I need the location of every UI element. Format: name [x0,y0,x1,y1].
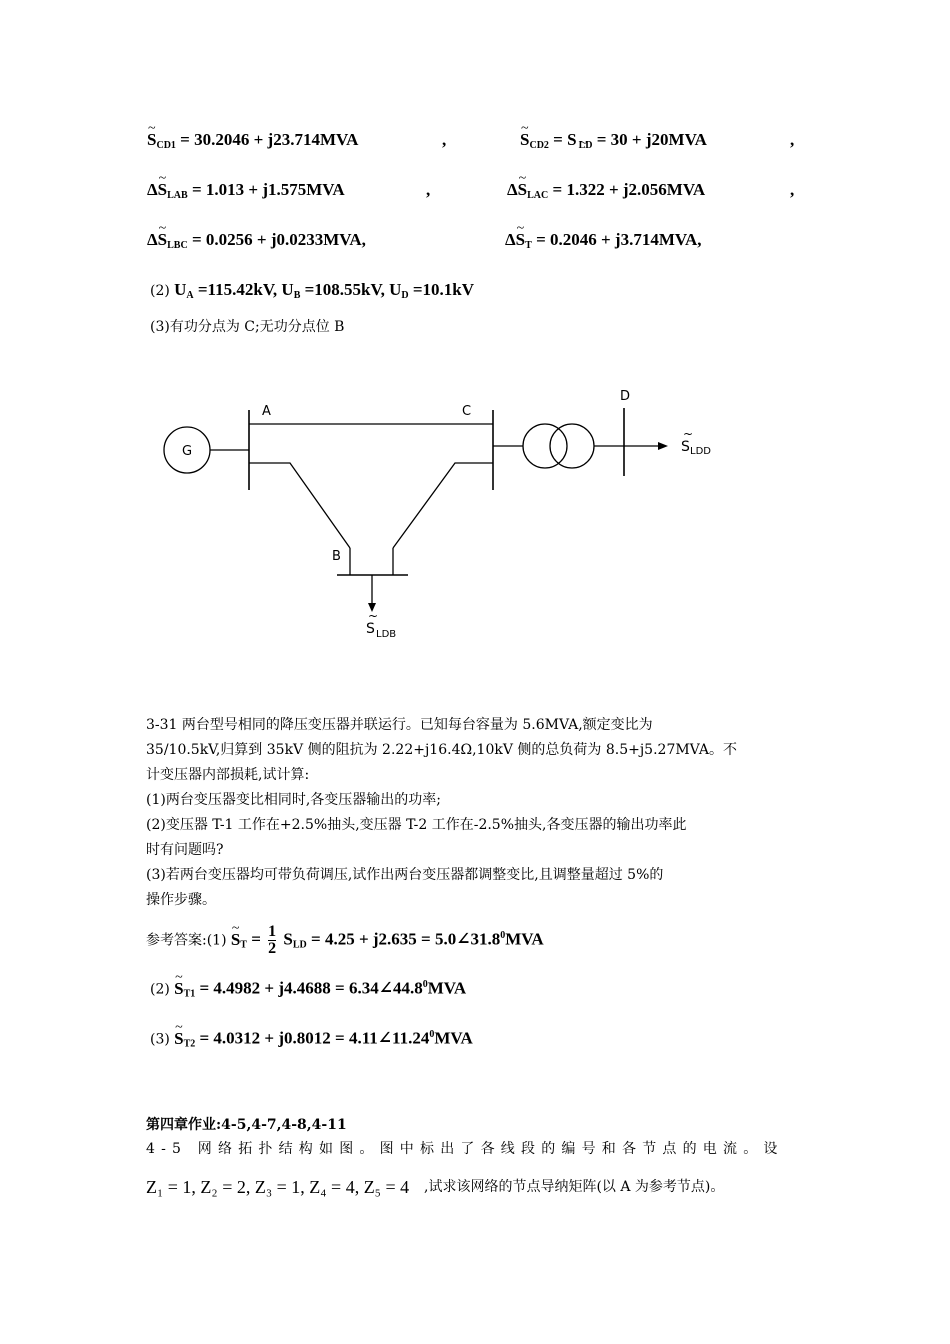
comma-3: , [426,180,431,199]
answer-1: 参考答案:(1) ~ $S_T$ = $\frac{1}{2}$ $S_{LD} = 4.25 + j2.635$ = $5.0\angle 31.8^0MVA$ [146,914,544,968]
impedance-values: Z₁ = 1, Z₂ = 2, Z₃ = 1, Z₄ = 4, Z₅ = 4 [146,1177,410,1197]
problem-4-5-line2: ,试求该网络的节点导纳矩阵(以 A 为参考节点)。 [424,1179,725,1195]
bus-b-label: B [332,549,341,564]
comma-4: , [790,180,795,199]
problem-line: (1)两台变压器变比相同时,各变压器输出的功率; [146,792,441,808]
eq-dslab: Δ~ $S_{LAB} = 1.013 + j1.575MVA$ [147,180,345,206]
svg-text:LDD: LDD [690,446,711,457]
transformer-winding-1 [523,424,567,468]
svg-text:~: ~ [683,427,694,441]
eq-dst: Δ~ $S_T = 0.2046 + j3.714MVA$, [505,230,702,256]
problem-line: (2)变压器 T-1 工作在+2.5%抽头,变压器 T-2 工作在-2.5%抽头,各变压器的输出功率此 [146,817,687,833]
generator-label: G [181,444,193,459]
line-cb [393,463,493,548]
split-point-text: (3)有功分点为 C;无功分点位 B [150,319,345,335]
bus-a-label: A [262,404,271,419]
problem-line: 35/10.5kV,归算到 35kV 侧的阻抗为 2.22+j16.4Ω,10kV 侧的总负荷为 8.5+j5.27MVA。不 [146,742,737,758]
transformer-winding-2 [550,424,594,468]
load-d-label: S [681,439,690,455]
comma-2: , [790,130,795,149]
bus-c-label: C [462,404,472,419]
eq-scd1: ~ $S_{CD1} = 30.2046 + j23.714MVA$ [147,130,358,156]
problem-line: (3)若两台变压器均可带负荷调压,试作出两台变压器都调整变比,且调整量超过 5%的 [146,867,664,883]
eq-voltages: (2) $U_A =115.42kV$, $U_B =108.55kV$, $U_D =10.1kV$ [150,280,475,301]
problem-line: 3-31 两台型号相同的降压变压器并联运行。已知每台容量为 5.6MVA,额定变比为 [146,717,653,733]
problem-line: 操作步骤。 [146,892,216,908]
problem-line: 计变压器内部损耗,试计算: [146,767,310,783]
bus-d-label: D [620,389,631,404]
load-b-label: S [366,621,375,637]
answer-2: (2) ~ $S_{T1} = 4.4982 + j4.4688$ = $6.34\angle 44.8^0MVA$ [150,975,466,1005]
load-d-arrow [658,442,668,450]
problem-line: 时有问题吗? [146,842,224,858]
line-ab [249,463,350,548]
eq-dslac: Δ~ $S_{LAC} = 1.322 + j2.056MVA$ [507,180,705,206]
comma-1: , [442,130,447,149]
svg-text:~: ~ [368,609,379,623]
eq-scd2: ~ $S_{CD2} = S$ $_{LD}$ = 30 + j20MVA [520,130,707,156]
problem-3-31 [146,713,810,913]
svg-text:LDB: LDB [376,629,397,640]
answer-3: (3) ~ $S_{T2} = 4.0312 + j0.8012$ = $4.11\angle 11.24^0MVA$ [150,1025,473,1055]
eq-dslbc: Δ~ $S_{LBC} = 0.0256 + j0.0233MVA$, [147,230,366,256]
network-diagram [0,378,950,658]
problem-4-5-line1: 4-5 网络拓扑结构如图。图中标出了各线段的编号和各节点的电流。设 [146,1141,784,1157]
chapter-4-heading: 第四章作业:4-5,4-7,4-8,4-11 [146,1117,347,1133]
fraction-half: $\frac{1}{2}$ [268,923,277,958]
